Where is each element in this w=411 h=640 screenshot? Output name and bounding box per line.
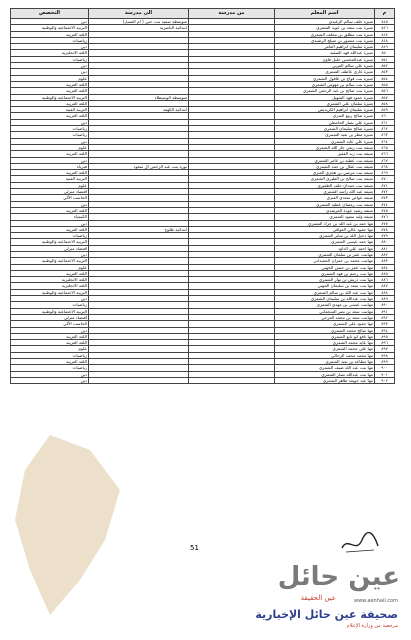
cell-teacher-name: منيرة علي سالم العربي: [275, 63, 375, 69]
cell-specialty: الحاسب الآلي: [11, 321, 89, 327]
cell-specialty: اللغة العربية: [11, 113, 89, 119]
cell-num: ٨٧٢: [375, 189, 395, 195]
cell-num: ٨٧١: [375, 182, 395, 188]
cell-teacher-name: منيفة بنت حمدان خلف الظفيري: [275, 182, 375, 188]
cell-teacher-name: مها عايد محمد الشمري: [275, 340, 375, 346]
cell-num: ٨٩٠: [375, 302, 395, 308]
cell-specialty: التربية الفنية: [11, 176, 89, 182]
cell-num: ٨٥٤: [375, 75, 395, 81]
cell-teacher-name: مها بنت رحيم بن فهد الشمري: [275, 270, 375, 276]
cell-specialty: التربية الاجتماعية والوطنية: [11, 94, 89, 100]
cell-specialty: علوم: [11, 264, 89, 270]
cell-teacher-name: مها احمد علي الداود: [275, 245, 375, 251]
cell-specialty: اللغة الانجليزية: [11, 277, 89, 283]
cell-teacher-name: مها بنت عبدالله بن سليمان الشمري: [275, 296, 375, 302]
cell-specialty: اللغة العربية: [11, 151, 89, 157]
cell-teacher-name: مها مطاعة بن بعيد الشمري: [275, 359, 375, 365]
cell-teacher-name: منيفة رشيد عودة المرشدي: [275, 207, 375, 213]
cell-specialty: علوم: [11, 182, 89, 188]
cell-teacher-name: منيرة بنت صالح بن عبد الرحمن الشمري: [275, 88, 375, 94]
cell-specialty: اللغة العربية: [11, 81, 89, 87]
header-specialty: التخصص: [11, 9, 89, 19]
cell-specialty: اللغة الانجليزية: [11, 50, 89, 56]
cell-teacher-name: مها جمود عالي العوافي: [275, 226, 375, 232]
cell-teacher-name: مها محمد محمد الرحالي: [275, 352, 375, 358]
cell-specialty: اللغة العربية: [11, 333, 89, 339]
table-row: [11, 377, 395, 383]
cell-teacher-name: منيرة بنت فواج بن عاقول الشمري: [275, 75, 375, 81]
cell-num: ٨٦٧: [375, 157, 395, 163]
cell-specialty: رياضيات: [11, 132, 89, 138]
cell-teacher-name: مهابنت محمد بن حمران الحميداني: [275, 258, 375, 264]
cell-num: ٨٦٤: [375, 138, 395, 144]
cell-specialty: اللغة العربية: [11, 226, 89, 232]
cell-specialty: اقتصاد منزلي: [11, 189, 89, 195]
cell-specialty: الكيمياء: [11, 214, 89, 220]
cell-teacher-name: منيفة عواض سعدي العنزي: [275, 195, 375, 201]
cell-specialty: رياضيات: [11, 352, 89, 358]
cell-specialty: دين: [11, 44, 89, 50]
cell-specialty: اللغة العربية: [11, 170, 89, 176]
table-body: [11, 19, 395, 384]
cell-specialty: دين: [11, 251, 89, 257]
cell-teacher-name: منيرة مطر بن بعيد الشمري: [275, 132, 375, 138]
cell-specialty: علوم: [11, 75, 89, 81]
cell-specialty: التربية الاجتماعية والوطنية: [11, 289, 89, 295]
cell-specialty: علوم: [11, 346, 89, 352]
cell-specialty: رياضيات: [11, 126, 89, 132]
cell-num: ٨٩٥: [375, 333, 395, 339]
logo-subtitle: صحيفة عين حائل الإخبارية: [255, 608, 398, 621]
cell-teacher-name: منيفة بنت ربعي جار الله الشمري: [275, 144, 375, 150]
cell-specialty: دين: [11, 63, 89, 69]
cell-teacher-name: مها عيد جويعد ظاهر الشمري: [275, 377, 375, 383]
cell-num: ٨٧٣: [375, 195, 395, 201]
cell-specialty: دين: [11, 327, 89, 333]
cell-num: ٨٨٣: [375, 258, 395, 264]
cell-specialty: رياضيات: [11, 56, 89, 62]
cell-teacher-name: منيفة بنت زيد الفقير: [275, 151, 375, 157]
cell-from-school: [189, 377, 275, 383]
cell-num: ٨٥٨: [375, 100, 395, 106]
cell-specialty: دين: [11, 201, 89, 207]
cell-num: ٨٤٧: [375, 31, 395, 37]
cell-num: ٨٨٩: [375, 296, 395, 302]
cell-num: ٨٧٤: [375, 201, 395, 207]
cell-num: ٨٥٢: [375, 63, 395, 69]
cell-num: ٨٩٧: [375, 346, 395, 352]
cell-specialty: التربية الاجتماعية والوطنية: [11, 308, 89, 314]
cell-specialty: دين: [11, 19, 89, 25]
logo-main-text: عين حائل: [277, 562, 400, 592]
cell-num: ٨٩١: [375, 308, 395, 314]
cell-teacher-name: مها صالح محمد الشمري: [275, 327, 375, 333]
cell-num: ٩٠١: [375, 371, 395, 377]
cell-specialty: اقتصاد منزلي: [11, 314, 89, 320]
cell-num: ٨٥٥: [375, 81, 395, 87]
cell-num: ٨٤٥: [375, 19, 395, 25]
cell-teacher-name: مها نافع ابو تابع الشمري: [275, 333, 375, 339]
cell-to-school: ابتدائية طلوح: [89, 226, 189, 232]
handwritten-signature: [338, 530, 382, 556]
cell-specialty: اللغة العربية: [11, 88, 89, 94]
cell-teacher-name: مها بنت عبدالله نصار الشمري: [275, 371, 375, 377]
cell-num: ٨٨٥: [375, 270, 395, 276]
cell-teacher-name: منيفة وليد سعود الشمري: [275, 214, 375, 220]
cell-num: ٨٨٤: [375, 264, 395, 270]
logo-tagline: عين الحقيقة: [300, 594, 336, 602]
cell-to-school: متوسطة صفية بنت حيي ( ام العسل): [89, 19, 189, 25]
cell-to-school: ابتدائية الناصرية: [89, 25, 189, 31]
cell-teacher-name: منيفة بنت صالح بن الطيري الشمري: [275, 176, 375, 182]
cell-specialty: رياضيات: [11, 365, 89, 371]
cell-num: ٨٨٨: [375, 289, 395, 295]
cell-num: ٨٩٣: [375, 321, 395, 327]
cell-teacher-name: مهابنت عمر بن سلمان الشمري: [275, 251, 375, 257]
cell-num: ٨٦١: [375, 119, 395, 125]
cell-teacher-name: منيفة بنت مرضي بن هجري العنزي: [275, 170, 375, 176]
cell-num: ٨٥٣: [375, 69, 395, 75]
cell-num: ٨٨٧: [375, 283, 395, 289]
cell-specialty: التربية الاجتماعية والوطنية: [11, 25, 89, 31]
cell-to-school: نورة بنت عبد الرحمن ال سعود: [89, 163, 189, 169]
cell-num: ٨٤٦: [375, 25, 395, 31]
cell-num: ٩٠٠: [375, 365, 395, 371]
cell-num: ٨٦٦: [375, 151, 395, 157]
cell-specialty: دين: [11, 138, 89, 144]
cell-teacher-name: منيرة صالح ربيع العنزي: [275, 113, 375, 119]
transfer-table-sheet: [10, 8, 394, 384]
cell-num: ٨٩٤: [375, 327, 395, 333]
cell-specialty: اللغة الانجليزية: [11, 283, 89, 289]
cell-teacher-name: منيرة علي نصار الحامطي: [275, 119, 375, 125]
cell-num: ٨٦٨: [375, 163, 395, 169]
table-header-row: [11, 9, 395, 19]
cell-specialty: التربية الفنية: [11, 107, 89, 113]
cell-teacher-name: منيرة سليمان ابراهيم الكريديس: [275, 107, 375, 113]
page-number: 51: [190, 544, 199, 552]
cell-num: ٨٧٠: [375, 176, 395, 182]
cell-teacher-name: منيرة عبدالله فهد الصقية: [275, 50, 375, 56]
cell-num: ٨٦٠: [375, 113, 395, 119]
cell-specialty: اللغة العربية: [11, 207, 89, 213]
cell-teacher-name: منيرة غازي عاطف الشمري: [275, 69, 375, 75]
header-num: م: [375, 9, 395, 19]
cell-teacher-name: مها بنت عمر بن حسن الجهني: [275, 264, 375, 270]
cell-num: ٨٧٨: [375, 226, 395, 232]
cell-teacher-name: منيرة خلف سالم الزغيدي: [275, 19, 375, 25]
cell-specialty: رياضيات: [11, 37, 89, 43]
cell-num: ٨٩٢: [375, 314, 395, 320]
cell-teacher-name: مها جمود علي الشمري: [275, 321, 375, 327]
cell-specialty: دين: [11, 69, 89, 75]
header-to-school: الى مدرسة: [89, 9, 189, 19]
cell-teacher-name: منيرة حمود فهد الشهيل: [275, 94, 375, 100]
cell-teacher-name: مها بنت سعد بن سليمان الجهني: [275, 283, 375, 289]
cell-teacher-name: منيرة عبدالمحسن خليل فاون: [275, 56, 375, 62]
cell-teacher-name: منيرة بنت سعد بن عويد الشمري: [275, 25, 375, 31]
cell-specialty: فيزياء: [11, 163, 89, 169]
cell-teacher-name: منيرة بنت سالم بن مهوس الشمري: [275, 81, 375, 87]
cell-num: ٨٩٨: [375, 352, 395, 358]
cell-num: ٨٨١: [375, 245, 395, 251]
cell-num: ٨٥١: [375, 56, 395, 62]
cell-specialty: التربية الاجتماعية والوطنية: [11, 239, 89, 245]
cell-num: ٨٩٩: [375, 359, 395, 365]
cell-teacher-name: مها دخيل الله بن ساير الشمري: [275, 233, 375, 239]
cell-num: ٨٥٦: [375, 88, 395, 94]
cell-teacher-name: مها بنت دريش بن نهار الشمري: [275, 277, 375, 283]
cell-num: ٨٤٩: [375, 44, 395, 50]
cell-to-school: [89, 377, 189, 383]
cell-specialty: اللغة العربية: [11, 359, 89, 365]
cell-specialty: دين: [11, 296, 89, 302]
cell-specialty: دين: [11, 377, 89, 383]
cell-teacher-name: منيرة صالح سليمان الشمري: [275, 126, 375, 132]
cell-specialty: علوم: [11, 144, 89, 150]
cell-specialty: دين: [11, 371, 89, 377]
cell-specialty: اللغة العربية: [11, 270, 89, 276]
cell-teacher-name: منيرة علي عايد الشمري: [275, 138, 375, 144]
cell-teacher-name: منيرة بنت منصور بن منيلج الرشيدي: [275, 37, 375, 43]
cell-teacher-name: مهابنت سعد بن نصر السجماني: [275, 308, 375, 314]
cell-num: ٨٥٧: [375, 94, 395, 100]
logo-license-note: مرخصة من وزارة الإعلام: [346, 623, 398, 629]
cell-teacher-name: منيفة بنت عطية بن عامر الشمري: [275, 157, 375, 163]
logo-website: www.aenhail.com: [354, 598, 398, 604]
cell-num: ٨٧٩: [375, 233, 395, 239]
cell-specialty: دين: [11, 220, 89, 226]
cell-teacher-name: مها بنت عبد الله ضيف الشمري: [275, 365, 375, 371]
teacher-transfer-table: [10, 8, 395, 384]
cell-specialty: رياضيات: [11, 233, 89, 239]
cell-num: ٨٦٥: [375, 144, 395, 150]
cell-teacher-name: منيرة سلمان علي الشمري: [275, 100, 375, 106]
cell-teacher-name: مها حمد عيسى الشمري: [275, 239, 375, 245]
cell-specialty: اقتصاد منزلي: [11, 245, 89, 251]
cell-num: ٨٦٣: [375, 132, 395, 138]
cell-num: ٨٨٢: [375, 251, 395, 257]
cell-to-school: متوسطة الوسيطاء: [89, 94, 189, 100]
cell-teacher-name: مها بنت عبد الله بن سالم الشمري: [275, 289, 375, 295]
cell-num: ٨٥٠: [375, 50, 395, 56]
cell-teacher-name: مهابنت عيسى بن مهدي الشمري: [275, 302, 375, 308]
cell-specialty: دين: [11, 119, 89, 125]
newspaper-logo: [230, 560, 406, 634]
cell-to-school: ابتدائية الكهفة: [89, 107, 189, 113]
cell-teacher-name: منيرة سليمان ابراهيم العامر: [275, 44, 375, 50]
cell-specialty: دين: [11, 157, 89, 163]
cell-num: ٨٦٢: [375, 126, 395, 132]
cell-specialty: اللغة العربية: [11, 100, 89, 106]
cell-specialty: رياضيات: [11, 302, 89, 308]
cell-num: ٨٧٧: [375, 220, 395, 226]
cell-num: ٨٧٦: [375, 214, 395, 220]
cell-teacher-name: منيفة بنت عقال بن حمد الشمري: [275, 163, 375, 169]
cell-teacher-name: مها حمد بن عبد الله بن جراد الشمري: [275, 220, 375, 226]
cell-num: ٨٤٨: [375, 37, 395, 43]
cell-num: ٩٠٢: [375, 377, 395, 383]
cell-teacher-name: منيرة بنت مطلق بن مخلف الشمري: [275, 31, 375, 37]
cell-num: ٨٩٦: [375, 340, 395, 346]
cell-num: ٨٥٩: [375, 107, 395, 113]
cell-teacher-name: مها علي محمد الشمري: [275, 346, 375, 352]
cell-teacher-name: منيفة بنت رمضان عطية الشمري: [275, 201, 375, 207]
cell-num: ٨٨٠: [375, 239, 395, 245]
header-teacher-name: اسم المعلم: [275, 9, 375, 19]
watermark-map-shape: [10, 430, 130, 620]
cell-teacher-name: مهابنت سعد بن محمد العرجي: [275, 314, 375, 320]
cell-teacher-name: منيفة عبد الله راشد الشمري: [275, 189, 375, 195]
cell-num: ٨٧٥: [375, 207, 395, 213]
cell-specialty: الحاسب الآلي: [11, 195, 89, 201]
cell-specialty: اللغة العربية: [11, 31, 89, 37]
cell-num: ٨٨٦: [375, 277, 395, 283]
cell-specialty: التربية الاجتماعية والوطنية: [11, 258, 89, 264]
cell-num: ٨٦٩: [375, 170, 395, 176]
cell-specialty: اللغة العربية: [11, 340, 89, 346]
header-from-school: من مدرسة: [189, 9, 275, 19]
